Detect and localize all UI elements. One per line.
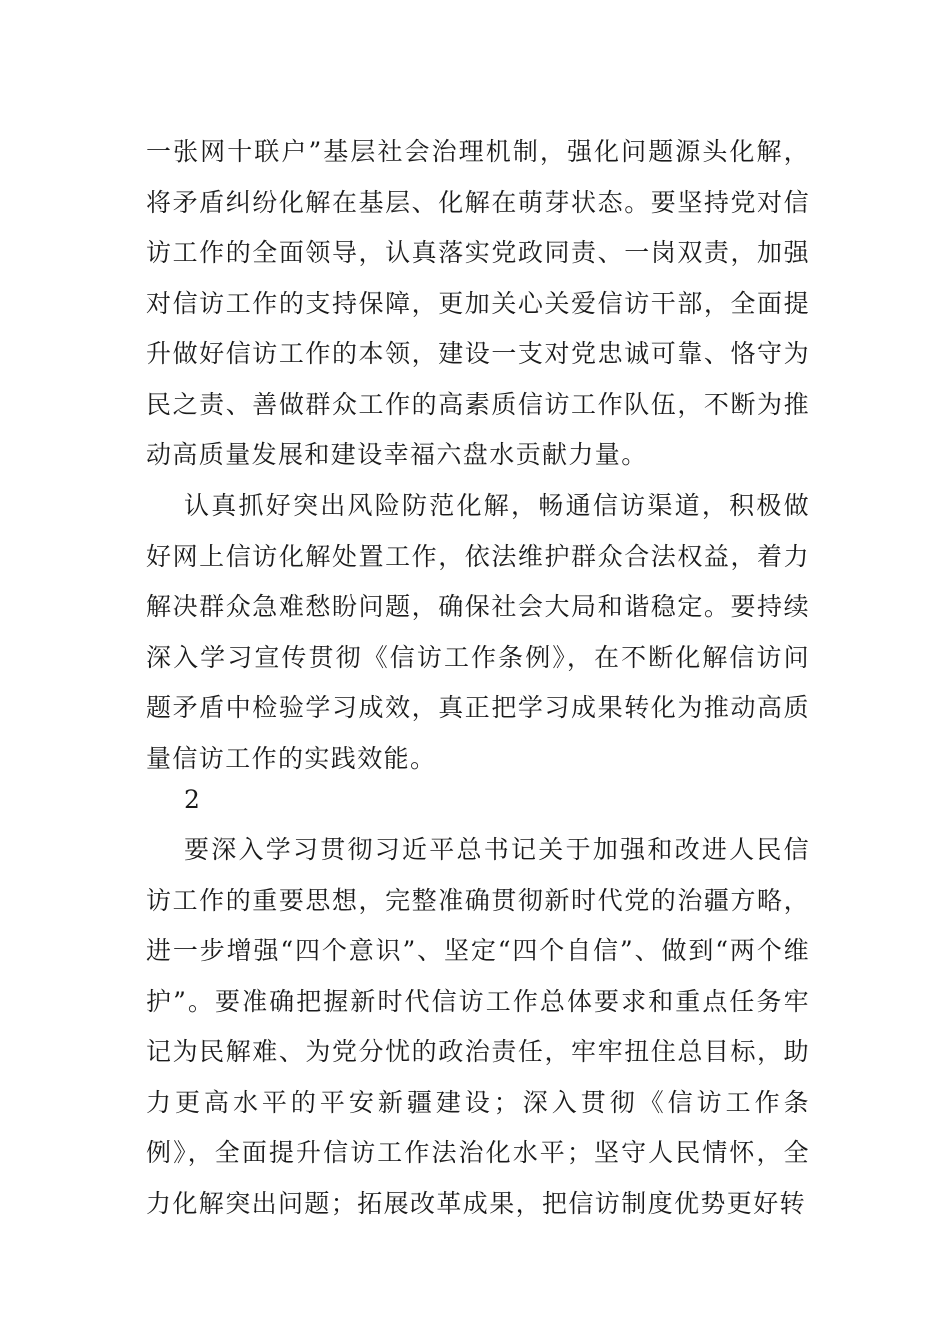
section-number: 2 bbox=[184, 785, 200, 814]
paragraph-3: 要深入学习贯彻习近平总书记关于加强和改进人民信访工作的重要思想，完整准确贯彻新时代党的治疆方略，进一步增强“四个意识”、坚定“四个自信”、做到“两个维护”。要准确把握新时代信访工作总体要求和重点任务牢记为民解难、为党分忧的政治责任，牢牢扭住总目标，助力更高水平的平安新疆建设；深入贯彻《信访工作条例》，全面提升信访工作法治化水平；坚守人民情怀，全力化解突出问题；拓展改革成果，把信访制度优势更好转 bbox=[146, 835, 810, 1218]
paragraph-2: 认真抓好突出风险防范化解，畅通信访渠道，积极做好网上信访化解处置工作，依法维护群众合法权益，着力解决群众急难愁盼问题，确保社会大局和谐稳定。要持续深入学习宣传贯彻《信访工作条例》，在不断化解信访问题矛盾中检验学习成效，真正把学习成果转化为推动高质量信访工作的实践效能。 bbox=[146, 491, 810, 773]
paragraph-1: 一张网十联户”基层社会治理机制，强化问题源头化解，将矛盾纠纷化解在基层、化解在萌芽状态。要坚持党对信访工作的全面领导，认真落实党政同责、一岗双责，加强对信访工作的支持保障，更加关心关爱信访干部，全面提升做好信访工作的本领，建设一支对党忠诚可靠、恪守为民之责、善做群众工作的高素质信访工作队伍，不断为推动高质量发展和建设幸福六盘水贡献力量。 bbox=[146, 137, 810, 469]
